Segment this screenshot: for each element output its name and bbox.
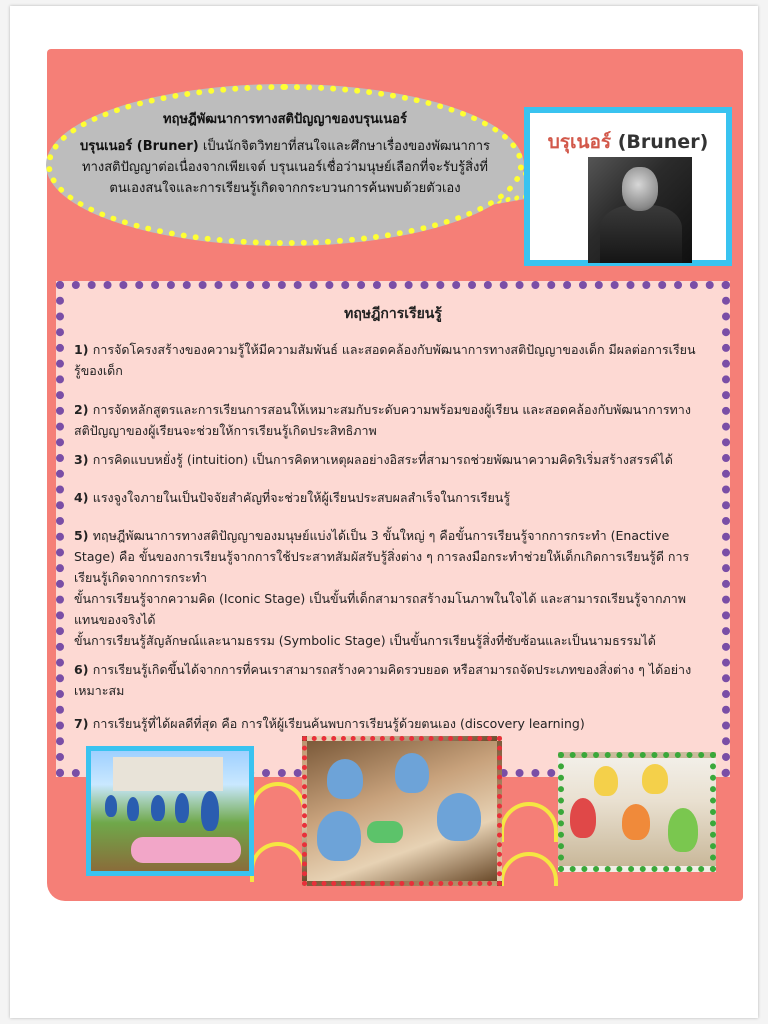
theory-item-line <box>74 525 724 546</box>
theory-item-line <box>74 630 724 651</box>
theory-item-number: 7) <box>74 716 93 731</box>
theory-item-line <box>74 449 724 470</box>
photo-head <box>622 167 658 211</box>
theory-item-line <box>74 609 724 630</box>
green-bowl <box>367 821 403 843</box>
theory-item-number: 2) <box>74 402 93 417</box>
intro-text <box>74 136 496 199</box>
theory-item-4 <box>74 487 724 508</box>
photo-children-classroom <box>302 736 502 886</box>
theory-item-line <box>74 588 724 609</box>
theory-item-3 <box>74 449 724 470</box>
intro-line-3: ตนเองสนใจและการเรียนรู้เกิดจากกระบวนการค้นพบด้วยตัวเอง <box>109 181 461 196</box>
bruner-photo <box>588 157 692 263</box>
child-figure <box>127 797 139 821</box>
theory-item-text: Stage) คือ ขั้นของการเรียนรู้จากการใช้ประสาทสัมผัสรับรู้สิ่งต่าง ๆ การลงมือกระทำช่วยให้เด็กเกิดการเรียนรู้ดี การ <box>74 549 690 564</box>
theory-item-text: รู้ของเด็ก <box>74 363 123 378</box>
child-figure <box>395 753 429 793</box>
theory-item-line <box>74 399 724 420</box>
intro-title: ทฤษฎีพัฒนาการทางสติปัญญาของบรุนเนอร์ <box>163 112 407 127</box>
child-figure <box>317 811 361 861</box>
theory-item-line <box>74 659 724 680</box>
child-figure <box>594 766 618 796</box>
theory-item-text: การจัดโครงสร้างของความรู้ให้มีความสัมพันธ์ และสอดคล้องกับพัฒนาการทางสติปัญญาของเด็ก มีผลต่อการเรียน <box>92 342 696 357</box>
bruner-portrait-card <box>524 107 732 266</box>
theory-item-number: 3) <box>74 452 93 467</box>
theory-item-2 <box>74 399 724 441</box>
child-figure <box>642 764 668 794</box>
theory-item-text: ขั้นการเรียนรู้จากความคิด (Iconic Stage) เป็นขั้นที่เด็กสามารถสร้างมโนภาพในใจได้ และสามารถเรียนรู้จากภาพ <box>74 591 687 606</box>
theory-item-number: 4) <box>74 490 93 505</box>
child-figure <box>622 804 650 840</box>
intro-line-1-text: เป็นนักจิตวิทยาที่สนใจและศึกษาเรื่องของพัฒนาการ <box>198 139 490 154</box>
child-figure <box>105 795 117 817</box>
intro-line-2: ทางสติปัญญาต่อเนื่องจากเพียเจต์ บรุนเนอร์เชื่อว่ามนุษย์เลือกที่จะรับรู้สิ่งที่ <box>82 160 488 175</box>
photo-children-activity <box>558 752 716 872</box>
child-figure <box>437 793 481 841</box>
theory-item-text: การจัดหลักสูตรและการเรียนการสอนให้เหมาะสมกับระดับความพร้อมของผู้เรียน และสอดคล้องกับพัฒนาการทาง <box>92 402 691 417</box>
child-figure <box>668 808 698 852</box>
theory-item-text: เรียนรู้เกิดจากการกระทำ <box>74 570 207 585</box>
theory-item-line <box>74 567 724 588</box>
theory-item-text: การเรียนรู้ที่ได้ผลดีที่สุด คือ การให้ผู้เรียนค้นพบการเรียนรู้ด้วยตนเอง (discovery learning) <box>92 716 585 731</box>
portrait-label-thai: บรุเนอร์ <box>547 131 618 153</box>
theory-item-text: เหมาะสม <box>74 683 125 698</box>
theory-item-line <box>74 339 724 360</box>
theory-box <box>56 281 730 777</box>
page-sheet <box>10 6 758 1018</box>
theory-item-text: ขั้นการเรียนรู้สัญลักษณ์และนามธรรม (Symbolic Stage) เป็นขั้นการเรียนรู้สิ่งที่ซับซ้อนและเป็นนามธรรมได้ <box>74 633 656 648</box>
child-figure <box>327 759 363 799</box>
intro-line-1 <box>74 136 496 157</box>
theory-item-1 <box>74 339 724 381</box>
portrait-label-en: (Bruner) <box>617 131 709 153</box>
theory-title: ทฤษฎีการเรียนรู้ <box>344 306 442 322</box>
school-building <box>113 757 223 791</box>
theory-item-text: การเรียนรู้เกิดขึ้นได้จากการที่คนเราสามารถสร้างความคิดรวบยอด หรือสามารถจัดประเภทของสิ่งต่าง ๆ ได้อย่าง <box>92 662 692 677</box>
theory-item-line <box>74 713 724 734</box>
theory-item-line <box>74 680 724 701</box>
theory-item-line <box>74 420 724 441</box>
child-figure <box>175 793 189 823</box>
theory-item-number: 1) <box>74 342 93 357</box>
theory-item-number: 5) <box>74 528 93 543</box>
theory-item-text: แทนของจริงได้ <box>74 612 156 627</box>
theory-item-line <box>74 360 724 381</box>
child-figure <box>201 791 219 831</box>
theory-item-line <box>74 546 724 567</box>
portrait-label <box>530 127 726 157</box>
theory-item-5 <box>74 525 724 651</box>
child-figure <box>570 798 596 838</box>
theory-item-line <box>74 487 724 508</box>
child-figure <box>151 795 165 821</box>
theory-item-6 <box>74 659 724 701</box>
theory-item-text: การคิดแบบหยั่งรู้ (intuition) เป็นการคิดหาเหตุผลอย่างอิสระที่สามารถช่วยพัฒนาความคิดริเริ่มสร้างสรรค์ได้ <box>92 452 673 467</box>
photo-body <box>600 205 682 263</box>
theory-item-7 <box>74 713 724 734</box>
tire-row <box>131 837 241 863</box>
intro-name: บรุนเนอร์ (Bruner) <box>80 139 199 154</box>
theory-item-text: สติปัญญาของผู้เรียนจะช่วยให้การเรียนรู้เกิดประสิทธิภาพ <box>74 423 377 438</box>
theory-item-text: ทฤษฎีพัฒนาการทางสติปัญญาของมนุษย์แบ่งได้เป็น 3 ขั้นใหญ่ ๆ คือขั้นการเรียนรู้จากการกระทำ (Enactive <box>92 528 670 543</box>
intro-speech-bubble <box>46 84 524 246</box>
photo-children-outdoor <box>86 746 254 876</box>
theory-item-text: แรงจูงใจภายในเป็นปัจจัยสำคัญที่จะช่วยให้ผู้เรียนประสบผลสำเร็จในการเรียนรู้ <box>92 490 511 505</box>
theory-item-number: 6) <box>74 662 93 677</box>
